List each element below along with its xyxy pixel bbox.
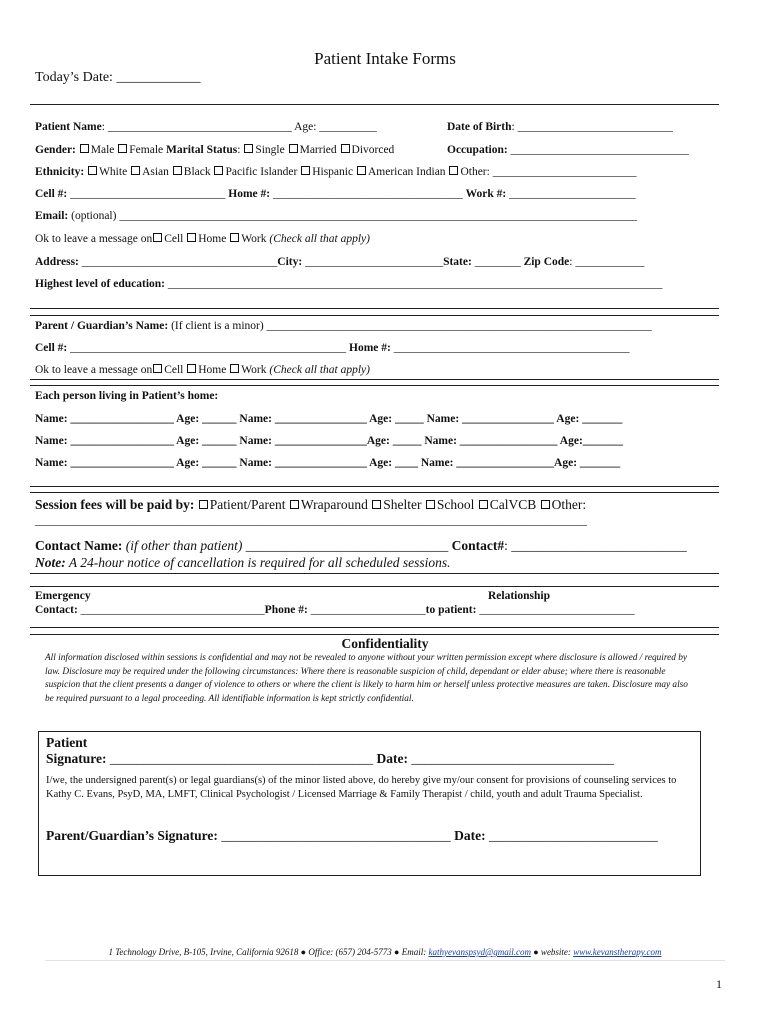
checkbox-msg-cell[interactable] xyxy=(153,233,162,242)
footer xyxy=(0,947,770,957)
confidentiality-heading-text: Confidentiality xyxy=(341,636,429,651)
dob-label: Date of Birth xyxy=(447,121,512,133)
relationship-label-text: Relationship xyxy=(488,590,550,602)
guardian-name-label: Parent / Guardian’s Name: xyxy=(35,320,169,332)
guardian-name-field[interactable]: (If client is a minor) ___________________________________________________________________ xyxy=(168,320,652,332)
todays-date-field[interactable]: Today’s Date: ____________ xyxy=(35,70,201,85)
cell-label: Cell #: xyxy=(35,188,68,200)
checkbox-married[interactable] xyxy=(289,144,298,153)
divider xyxy=(30,308,719,309)
address-label: Address: xyxy=(35,256,79,268)
cancellation-note xyxy=(35,555,450,571)
household-row[interactable]: Name: __________________ Age: ______ Name: ________________ Age: _____ Name: ________________ Age: _______ xyxy=(35,413,623,425)
footer-website-prefix: ● website: xyxy=(531,947,574,957)
checkbox-male[interactable] xyxy=(80,144,89,153)
guardian-signature-field[interactable]: __________________________________ xyxy=(217,828,455,843)
option-white-label: White xyxy=(99,166,128,178)
age-label: Age xyxy=(294,121,314,133)
option-patient-parent-label: Patient/Parent xyxy=(209,497,286,512)
patient-date-field[interactable]: ______________________________ xyxy=(408,751,614,766)
confidentiality-heading xyxy=(0,636,770,652)
occupation-label: Occupation: xyxy=(447,144,508,156)
divider xyxy=(30,486,719,487)
option-married-label: Married xyxy=(299,144,337,156)
option-wraparound-label: Wraparound xyxy=(300,497,368,512)
guardian-name-row xyxy=(35,320,652,332)
date-label: Date: xyxy=(454,828,486,843)
work-field[interactable]: ______________________ xyxy=(506,188,636,200)
confidentiality-text: All information disclosed within sessions is confidential and may not be revealed to anyone without your written permission except where disclosure is allowed / required by law. Disclosure may be required under the following circumstances: Where there is reasonable suspicion of child, dependant or elder abuse; where there is reasonable suspicion that the client presents a danger of violence to others or where the client is likely to harm him or herself unless protective measures are taken. Disclosure may also be required pursuant to a legal proceeding. All identifiable information is kept strictly confidential. xyxy=(45,653,688,704)
checkbox-calvcb[interactable] xyxy=(479,500,488,509)
option-home-label: Home xyxy=(198,233,227,245)
contact-row xyxy=(35,538,687,554)
footer-rule xyxy=(45,960,725,961)
checkbox-female[interactable] xyxy=(118,144,127,153)
consent-text: I/we, the undersigned parent(s) or legal guardians(s) of the minor listed above, do hereby give my/our consent for provisions of counseling services to Kathy C. Evans, PsyD, MA, LMFT, Clinical Psychologist / Licensed Marriage & Family Therapist / child, youth and adult Trauma Specialist. xyxy=(46,775,677,800)
option-black-label: Black xyxy=(183,166,211,178)
checkbox-guardian-cell[interactable] xyxy=(153,364,162,373)
contact-name-field[interactable]: ______________________________ xyxy=(242,538,452,553)
option-school-label: School xyxy=(436,497,475,512)
if-other-note: (if other than patient) xyxy=(125,538,243,553)
emergency-contact-field[interactable]: ________________________________ xyxy=(77,604,265,616)
divider xyxy=(30,492,719,493)
zip-label: Zip Code xyxy=(523,256,570,268)
checkbox-pacific-islander[interactable] xyxy=(214,166,223,175)
option-work-label: Work xyxy=(241,364,267,376)
option-divorced-label: Divorced xyxy=(351,144,395,156)
divider xyxy=(30,573,719,574)
divider xyxy=(30,586,719,587)
guardian-signature-label: Parent/Guardian’s Signature: xyxy=(46,828,218,843)
home-field[interactable]: _________________________________ xyxy=(270,188,466,200)
divider xyxy=(30,634,719,635)
household-row[interactable]: Name: __________________ Age: ______ Name: ________________ Age: ____ Name: _________________Age: _______ xyxy=(35,457,621,469)
option-male-label: Male xyxy=(90,144,115,156)
checkbox-black[interactable] xyxy=(173,166,182,175)
relationship-field[interactable]: ___________________________ xyxy=(476,604,635,616)
checkbox-guardian-home[interactable] xyxy=(187,364,196,373)
address-field[interactable]: __________________________________ xyxy=(78,256,278,268)
household-row[interactable]: Name: __________________ Age: ______ Name: ________________Age: _____ Name: _________________ Age:_______ xyxy=(35,435,624,447)
checkbox-guardian-work[interactable] xyxy=(230,364,239,373)
emergency-label-1 xyxy=(35,590,91,602)
email-label: Email: xyxy=(35,210,69,222)
ethnicity-label: Ethnicity: xyxy=(35,166,85,178)
checkbox-shelter[interactable] xyxy=(372,500,381,509)
patient-signature-label: Signature: xyxy=(46,751,107,766)
patient-signature-label-1 xyxy=(46,735,87,751)
state-field[interactable]: ________ xyxy=(471,256,524,268)
home-label: Home #: xyxy=(228,188,271,200)
email-field[interactable]: (optional) __________________________________________________________________________________________ xyxy=(68,210,637,222)
city-field[interactable]: ________________________ xyxy=(302,256,444,268)
age-field[interactable]: : __________ xyxy=(313,121,377,133)
emergency-row xyxy=(35,604,635,616)
option-other-label: Other: xyxy=(551,497,587,512)
guardian-cell-label: Cell #: xyxy=(35,342,68,354)
education-row xyxy=(35,278,662,290)
relationship-label-1 xyxy=(488,590,550,602)
note-label: Note: xyxy=(35,555,66,570)
footer-address: 1 Technology Drive, B-105, Irvine, California 92618 ● Office: (657) 204-5773 ● Email: xyxy=(108,947,429,957)
option-american-indian-label: American Indian xyxy=(367,166,446,178)
phone-row xyxy=(35,188,636,200)
checkbox-wraparound[interactable] xyxy=(290,500,299,509)
note-text: A 24-hour notice of cancellation is required for all scheduled sessions. xyxy=(65,555,451,570)
guardian-message-label: Ok to leave a message on xyxy=(35,364,153,376)
option-work-label: Work xyxy=(241,233,267,245)
occupation-row xyxy=(447,144,689,156)
contact-name-label: Contact Name: xyxy=(35,538,123,553)
page-number: 1 xyxy=(716,977,722,991)
emergency-phone-label: Phone #: xyxy=(264,604,308,616)
checkbox-msg-home[interactable] xyxy=(187,233,196,242)
divider xyxy=(30,104,719,105)
message-row xyxy=(35,233,370,245)
household-heading-text: Each person living in Patient’s home: xyxy=(35,390,219,402)
checkbox-american-indian[interactable] xyxy=(357,166,366,175)
patient-name-row xyxy=(35,121,377,133)
option-cell-label: Cell xyxy=(164,233,184,245)
occupation-field[interactable]: _______________________________ xyxy=(507,144,689,156)
ethnicity-row xyxy=(35,166,636,178)
zip-field[interactable]: : ____________ xyxy=(569,256,645,268)
divider xyxy=(30,379,719,380)
cell-field[interactable]: ___________________________ xyxy=(67,188,229,200)
dob-row xyxy=(447,121,673,133)
patient-name-label: Patient Name xyxy=(35,121,102,133)
divider xyxy=(30,315,719,316)
footer-email-link[interactable]: kathyevanspsyd@gmail.com xyxy=(428,947,531,957)
option-pacific-islander-label: Pacific Islander xyxy=(225,166,298,178)
marital-status-label: Marital Status xyxy=(166,144,238,156)
guardian-home-label: Home #: xyxy=(349,342,391,354)
check-all-note: (Check all that apply) xyxy=(269,364,370,376)
checkbox-msg-work[interactable] xyxy=(230,233,239,242)
checkbox-fee-other[interactable] xyxy=(541,500,550,509)
option-female-label: Female xyxy=(129,144,164,156)
session-fees-label: Session fees will be paid by: xyxy=(35,497,195,512)
session-other-field[interactable]: ________________________________________________________________________________________________ xyxy=(35,515,587,527)
patient-signature-field[interactable]: _______________________________________ xyxy=(106,751,377,766)
checkbox-hispanic[interactable] xyxy=(301,166,310,175)
option-calvcb-label: CalVCB xyxy=(489,497,537,512)
option-other-field[interactable]: Other: _________________________ xyxy=(460,166,637,178)
option-single-label: Single xyxy=(255,144,285,156)
state-label: State: xyxy=(443,256,472,268)
education-label: Highest level of education: xyxy=(35,278,165,290)
guardian-home-field[interactable]: _________________________________________ xyxy=(390,342,630,354)
address-row xyxy=(35,256,644,268)
option-asian-label: Asian xyxy=(142,166,169,178)
relationship-label: to patient: xyxy=(425,604,477,616)
gender-label: Gender: xyxy=(35,144,76,156)
footer-website-link[interactable]: www.kevanstherapy.com xyxy=(573,947,662,957)
checkbox-divorced[interactable] xyxy=(341,144,350,153)
guardian-cell-field[interactable]: ________________________________________________ xyxy=(67,342,350,354)
option-shelter-label: Shelter xyxy=(383,497,422,512)
form-title: Patient Intake Forms xyxy=(314,49,456,68)
option-cell-label: Cell xyxy=(164,364,184,376)
option-home-label: Home xyxy=(198,364,227,376)
education-field[interactable]: ______________________________________________________________________________________ xyxy=(165,278,663,290)
dob-field[interactable]: : ___________________________ xyxy=(511,121,673,133)
divider xyxy=(30,627,719,628)
emergency-contact-label: Contact: xyxy=(35,604,78,616)
date-label: Date: xyxy=(376,751,408,766)
gender-row: Gender: Male Female Marital Status: Single Married Divorced xyxy=(35,144,395,156)
checkbox-other[interactable] xyxy=(449,166,458,175)
patient-name-field[interactable]: : ________________________________ xyxy=(101,121,295,133)
contact-num-label: Contact# xyxy=(451,538,505,553)
checkbox-asian[interactable] xyxy=(131,166,140,175)
email-row xyxy=(35,210,637,222)
option-hispanic-label: Hispanic xyxy=(312,166,354,178)
contact-num-field[interactable]: : __________________________ xyxy=(504,538,687,553)
patient-label-text: Patient xyxy=(46,735,88,750)
session-fees-row xyxy=(35,497,586,513)
checkbox-single[interactable] xyxy=(244,144,253,153)
emergency-phone-field[interactable]: ____________________ xyxy=(307,604,426,616)
city-label: City: xyxy=(277,256,303,268)
check-all-note: (Check all that apply) xyxy=(269,233,370,245)
guardian-message-row xyxy=(35,364,370,376)
work-label: Work #: xyxy=(465,188,507,200)
guardian-date-field[interactable]: _________________________ xyxy=(485,828,658,843)
patient-signature-row xyxy=(46,751,614,767)
guardian-phone-row xyxy=(35,342,629,354)
checkbox-white[interactable] xyxy=(88,166,97,175)
guardian-signature-row xyxy=(46,828,658,844)
emergency-label-text: Emergency xyxy=(35,590,91,602)
checkbox-patient-parent[interactable] xyxy=(199,500,208,509)
checkbox-school[interactable] xyxy=(426,500,435,509)
message-label: Ok to leave a message on xyxy=(35,233,153,245)
divider xyxy=(30,385,719,386)
household-heading xyxy=(35,390,218,402)
